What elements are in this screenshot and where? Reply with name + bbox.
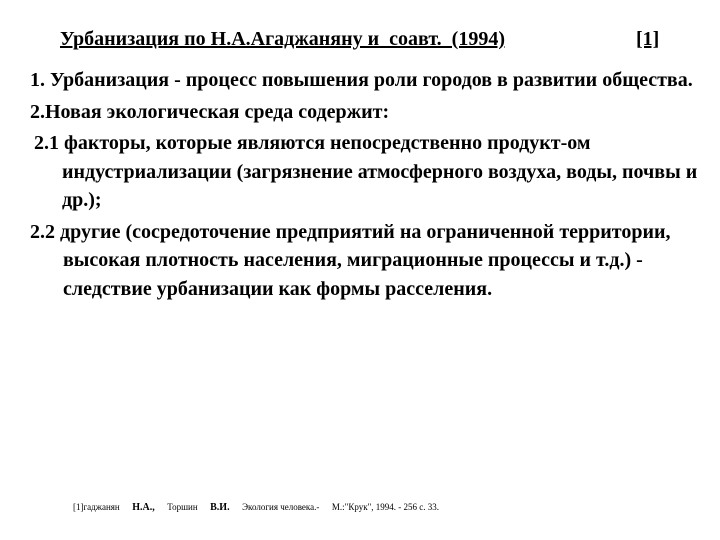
footnote-author-2: Торшин bbox=[167, 502, 198, 512]
footnote-initials-1: Н.А., bbox=[132, 502, 155, 513]
paragraph-other-factors: 2.2 другие (сосредоточение предприятий на ограниченной территории, высокая плотность населения, миграционные процессы и т.д.) - следствие урбанизации как формы расселения. bbox=[30, 220, 671, 300]
paragraph-new-environment: 2.Новая экологическая среда содержит: bbox=[30, 100, 390, 123]
paragraph-urbanization-definition: 1. Урбанизация - процесс повышения роли городов в развитии общества. bbox=[30, 69, 693, 91]
paragraph-industrial-factors: 2.1 факторы, которые являются непосредственно продукт-ом индустриализации (загрязнение атмосферного воздуха, воды, почвы и др.); bbox=[34, 132, 698, 211]
page-title: Урбанизация по Н.А.Агаджаняну и соавт. (1994) bbox=[60, 28, 505, 50]
title-reference: [1] bbox=[636, 28, 660, 50]
slide-body bbox=[30, 66, 700, 306]
footnote-ref: [1]гаджанян bbox=[73, 502, 120, 512]
footnote bbox=[73, 501, 439, 514]
footnote-publisher: М.:"Крук", 1994. - 256 с. 33. bbox=[331, 502, 440, 512]
footnote-title: Экология человека.- bbox=[242, 502, 320, 512]
footnote-initials-2: В.И. bbox=[210, 502, 230, 513]
